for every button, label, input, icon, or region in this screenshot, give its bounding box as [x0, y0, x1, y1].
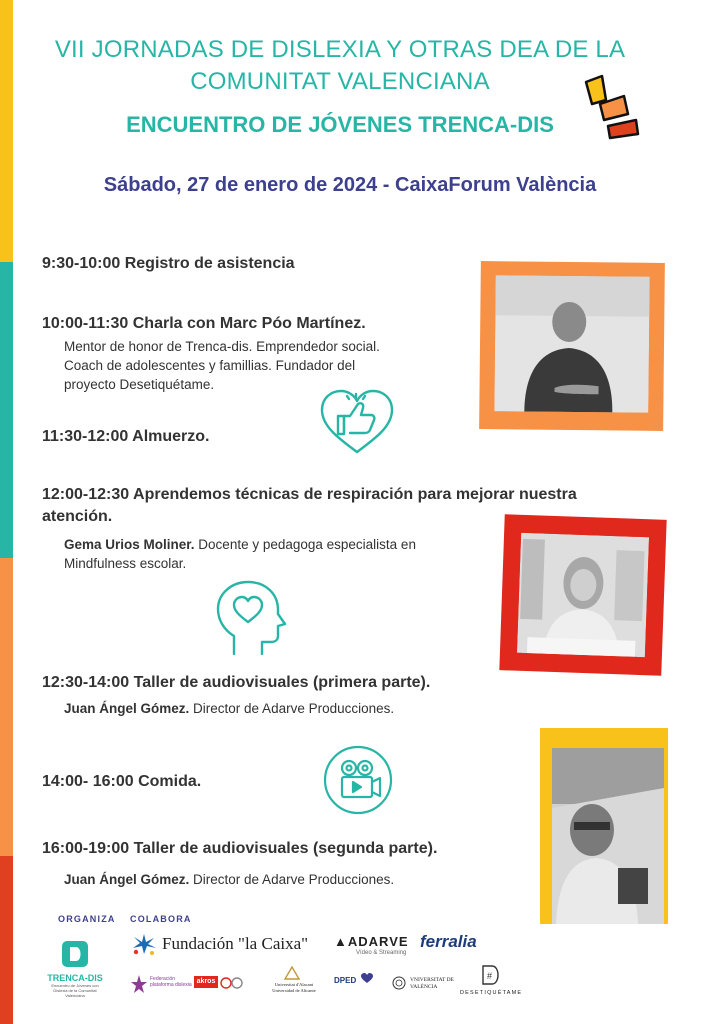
akros-logo-text: akros [196, 978, 216, 985]
plataforma-logo: Federación plataforma dislexia [150, 976, 192, 988]
video-camera-icon [322, 744, 394, 816]
caixa-logo: Fundación "la Caixa" [162, 934, 309, 953]
schedule-item-charla: 10:00-11:30 Charla con Marc Póo Martínez. [42, 315, 366, 332]
svg-text:#: # [487, 971, 493, 981]
respiracion-line-2: atención. [42, 508, 113, 525]
speaker-bio: Director de Adarve Producciones. [189, 701, 395, 716]
schedule-item-registro: 9:30-10:00 Registro de asistencia [42, 255, 295, 272]
dped-logo: DPED [334, 976, 357, 985]
speaker-name: Juan Ángel Gómez. [64, 872, 190, 887]
plataforma-star-icon [130, 974, 148, 994]
title-line-1: VII JORNADAS DE DISLEXIA Y OTRAS DEA DE LA [54, 36, 626, 63]
adarve-mark-icon: ▲ [334, 934, 348, 949]
colabora-label: COLABORA [130, 914, 192, 924]
edge-bar-orange [0, 558, 13, 856]
schedule-desc-taller-2 [64, 870, 484, 889]
schedule-item-comida: 14:00- 16:00 Comida. [42, 773, 202, 790]
desetiquetame-logo: DESETIQUÉTAME [460, 990, 523, 996]
photo-marc-image [494, 275, 649, 413]
schedule-desc-respiracion [64, 535, 454, 573]
edge-bar-red [0, 856, 13, 1024]
trencadis-mark-icon [61, 940, 89, 968]
speaker-bio: Director de Adarve Producciones. [189, 872, 395, 887]
speaker-bio: Docente y pedagoga especialista en Mindfulness escolar. [64, 537, 416, 571]
caixa-star-icon [130, 932, 158, 956]
heart-thumbs-up-icon [318, 388, 396, 458]
speaker-name: Juan Ángel Gómez. [64, 701, 190, 716]
photo-juan-image [552, 748, 664, 924]
trencadis-logo [44, 940, 106, 998]
schedule-item-taller-1: 12:30-14:00 Taller de audiovisuales (primera parte). [42, 674, 431, 691]
mind-heart-icon [212, 578, 292, 658]
event-subtitle: ENCUENTRO DE JÓVENES TRENCA-DIS [126, 112, 554, 137]
organiza-label: ORGANIZA [58, 914, 116, 924]
desetiquetame-mark-icon [480, 964, 500, 986]
alicante-crest-icon [284, 966, 300, 980]
alicante-logo: Universitat d'Alacant Universidad de Alicante [272, 982, 316, 993]
adarve-logo-subtitle: Vídeo & Streaming [356, 950, 407, 956]
event-date: Sábado, 27 de enero de 2024 - CaixaForum València [103, 174, 597, 196]
valencia-logo: VNIVERSITAT DE VALÈNCIA [410, 977, 454, 990]
respiracion-line-1: 12:00-12:30 Aprendemos técnicas de respiración para mejorar nuestra [42, 486, 577, 503]
edge-bar-teal [0, 262, 13, 558]
speaker-photo-gema [499, 514, 666, 676]
adarve-logo-text: ADARVE [347, 934, 409, 949]
speaker-name: Gema Urios Moliner. [64, 537, 195, 552]
schedule-item-taller-2: 16:00-19:00 Taller de audiovisuales (segunda parte). [42, 840, 438, 857]
title-line-2: COMUNITAT VALENCIANA [190, 68, 490, 95]
photo-gema-image [517, 533, 649, 657]
dped-heart-icon [360, 972, 374, 984]
page-title [40, 34, 640, 98]
schedule-desc-charla: Mentor de honor de Trenca-dis. Emprendedor social. Coach de adolescentes y famillias. Fundador del proyecto Desetiquétame. [64, 339, 380, 392]
partner-small-icon [220, 976, 248, 990]
valencia-seal-icon [392, 976, 406, 990]
trencadis-logo-subtitle: Encuentro de Jóvenes con Dislexia de la Comunitat Valenciana [51, 983, 99, 998]
speaker-photo-juan [540, 728, 668, 924]
schedule-desc-taller-1 [64, 699, 484, 718]
speaker-photo-marc [479, 261, 665, 431]
trencadis-logo-text: TRENCA-DIS [47, 973, 103, 983]
schedule-item-almuerzo: 11:30-12:00 Almuerzo. [42, 428, 210, 445]
ferralia-logo: ferralia [420, 932, 477, 951]
akros-logo [194, 976, 218, 988]
adarve-logo [334, 934, 409, 949]
edge-bar-yellow [0, 0, 13, 262]
